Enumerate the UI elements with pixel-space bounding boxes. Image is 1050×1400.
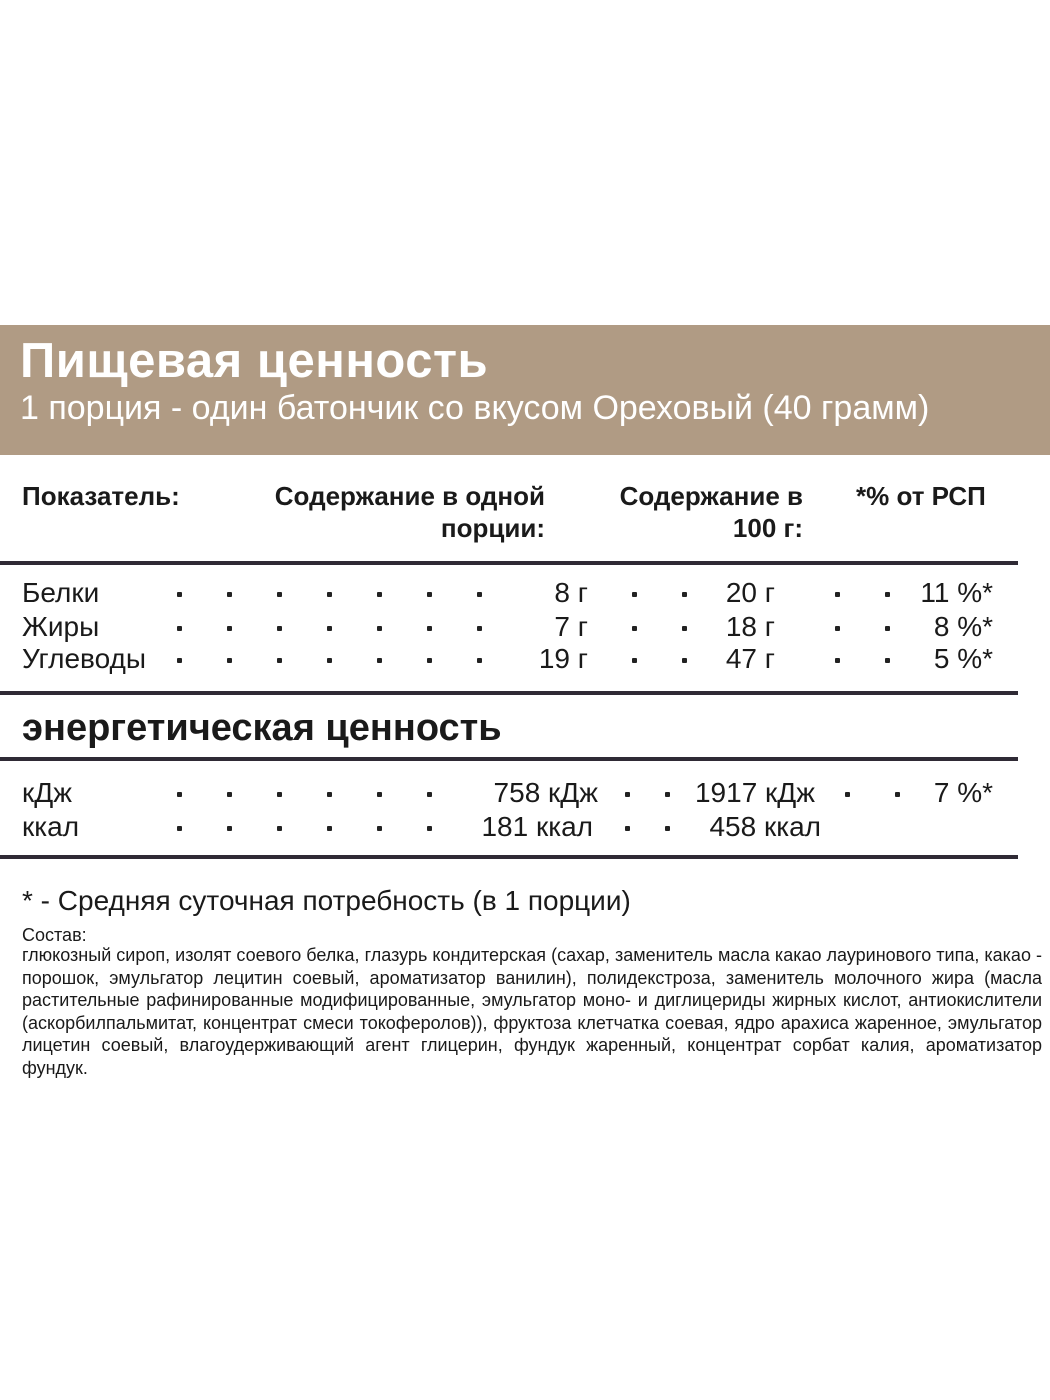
page-title: Пищевая ценность	[20, 334, 489, 388]
nutrient-per-serving: 19 г	[538, 643, 588, 674]
nutrient-per-serving: 8 г	[554, 577, 588, 608]
divider	[0, 855, 1018, 859]
nutrient-per-serving: 7 г	[554, 611, 588, 642]
footnote: * - Средняя суточная потребность (в 1 порции)	[22, 885, 631, 916]
nutrient-rsp: 8 %*	[933, 611, 993, 642]
energy-per-serving: 758 кДж	[493, 777, 598, 808]
header-per-serving: Содержание в одной порции:	[274, 481, 545, 543]
nutrient-name: Белки	[22, 577, 100, 608]
divider	[0, 757, 1018, 761]
energy-section-title: энергетическая ценность	[22, 707, 502, 749]
nutrient-per-100g: 20 г	[725, 577, 775, 608]
header-rsp: *% от РСП	[856, 481, 986, 511]
energy-unit-name: кДж	[22, 777, 72, 808]
header-indicator: Показатель:	[22, 481, 180, 511]
nutrient-per-100g: 18 г	[725, 611, 775, 642]
divider	[0, 561, 1018, 565]
composition-text: глюкозный сироп, изолят соевого белка, глазурь кондитерская (сахар, заменитель масла какао лауринового типа, какао - порошок, эмульгатор лецитин соевый, ароматизатор ванилин), полидекстроза, заменитель молочного жира (масла растительные рафинированные модифицированные, эмульгатор моно- и диглицериды жирных кислот, антиокислители (аскорбилпальмитат, концентрат смеси токоферолов)), фруктоза клетчатка соевая, ядро арахиса жаренное, эмульгатор лицетин соевый, влагоудерживающий агент глицерин, фундук жаренный, концентрат сорбат калия, ароматизатор фундук.	[22, 945, 1042, 1078]
divider	[0, 691, 1018, 695]
leader-dots	[177, 777, 477, 809]
header-per-100g: Содержание в 100 г:	[619, 481, 803, 543]
nutrient-per-100g: 47 г	[725, 643, 775, 674]
energy-unit-name: ккал	[22, 811, 80, 842]
nutrient-name: Жиры	[22, 611, 100, 642]
energy-per-100g: 1917 кДж	[694, 777, 815, 808]
nutrient-rsp: 11 %*	[920, 577, 993, 608]
nutrient-rsp: 5 %*	[933, 643, 993, 674]
energy-rsp: 7 %*	[933, 777, 993, 808]
composition-label: Состав:	[22, 925, 87, 945]
energy-per-100g: 458 ккал	[709, 811, 821, 842]
serving-description: 1 порция - один батончик со вкусом Ореховый (40 грамм)	[20, 389, 930, 427]
nutrient-name: Углеводы	[22, 643, 147, 674]
energy-per-serving: 181 ккал	[481, 811, 593, 842]
